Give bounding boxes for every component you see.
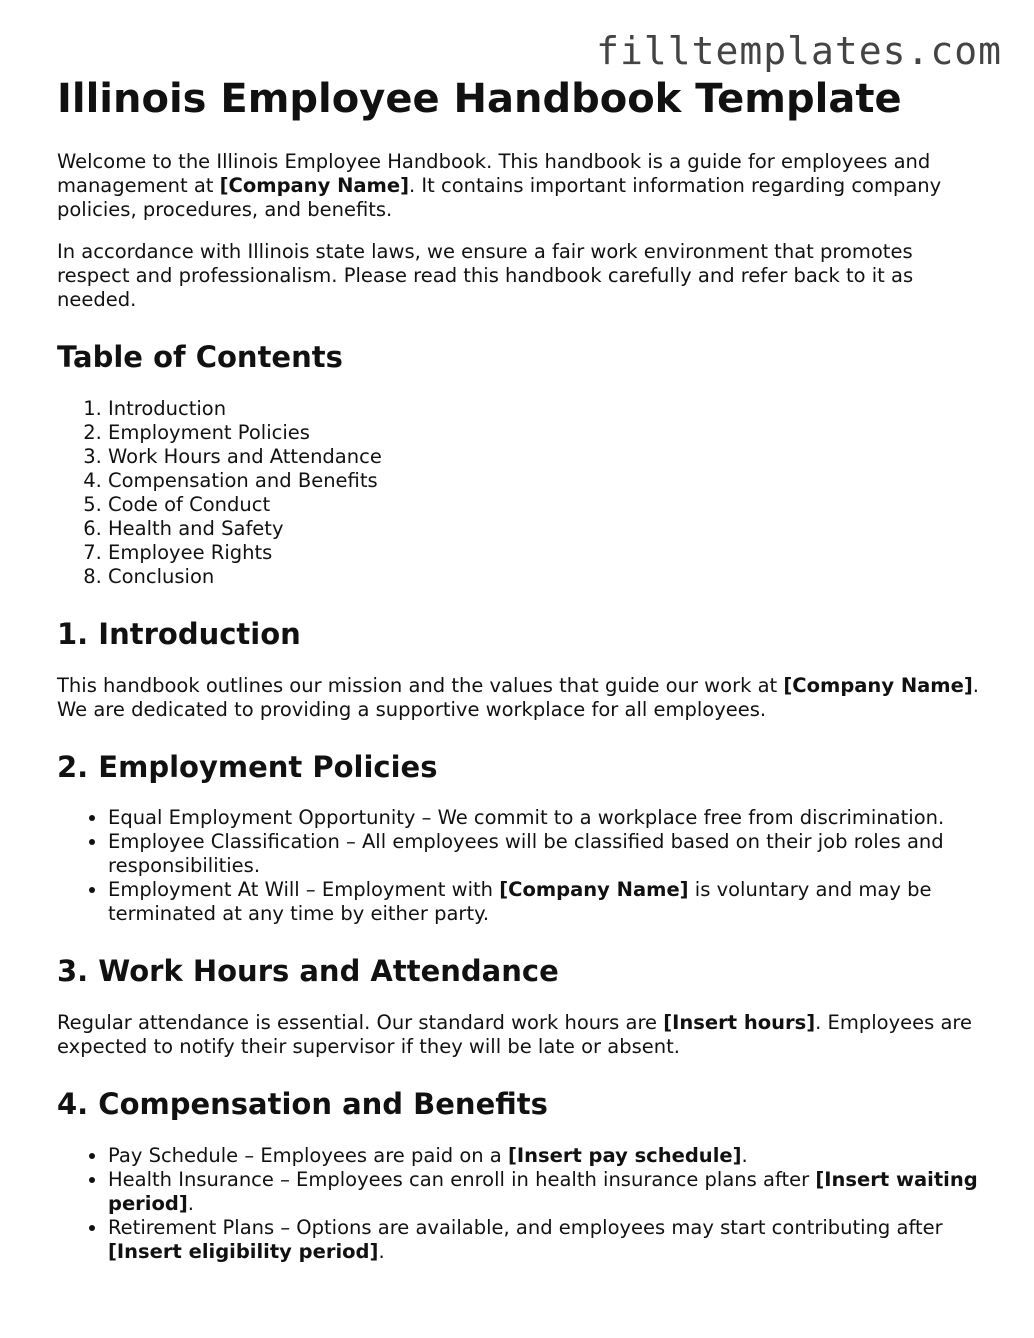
toc-item-introduction: 1. Introduction (108, 397, 987, 421)
intro-paragraph-2: In accordance with Illinois state laws, we ensure a fair work environment that promotes respect and professionalism. Please read this handbook carefully and refer back to it as needed. (57, 240, 914, 311)
company-name-placeholder: [Company Name] (499, 878, 689, 902)
waiting-period-placeholder: [Insert waiting period] (108, 1167, 978, 1215)
section-text: . We are dedicated to providing a supportive workplace for all employees. (57, 673, 979, 721)
toc-item-employment-policies: 2. Employment Policies (108, 421, 987, 445)
section-employment-policies-heading: 2. Employment Policies (57, 749, 438, 784)
list-text: Pay Schedule – Employees are paid on a (108, 1143, 508, 1167)
list-text: is voluntary and may be terminated at any time by either party. (108, 878, 932, 926)
list-text: Employment At Will – Employment with (108, 878, 500, 902)
toc-item-conclusion: 8. Conclusion (108, 565, 987, 589)
company-name-placeholder: [Company Name] (783, 673, 973, 697)
toc-item-code-of-conduct: 5. Code of Conduct (108, 493, 987, 517)
list-item: • Equal Employment Opportunity – We commit to a workplace free from discrimination. (108, 806, 987, 830)
list-text: . (187, 1191, 194, 1215)
toc-item-compensation: 4. Compensation and Benefits (108, 469, 987, 493)
intro-text: Welcome to the Illinois Employee Handbook. This handbook is a guide for employees and management at (57, 150, 931, 197)
toc-item-work-hours: 3. Work Hours and Attendance (108, 445, 987, 469)
list-text: . (378, 1239, 385, 1263)
section-compensation-heading: 4. Compensation and Benefits (57, 1087, 548, 1122)
company-name-placeholder: [Company Name] (219, 174, 409, 197)
employment-policies-list (57, 806, 987, 926)
section-work-hours-text (57, 1011, 987, 1059)
toc-item-health-safety: 6. Health and Safety (108, 517, 987, 541)
list-text: Health Insurance – Employees can enroll in health insurance plans after (108, 1167, 816, 1191)
intro-text: . It contains important information regarding company policies, procedures, and benefits. (57, 174, 942, 221)
toc-item-employee-rights: 7. Employee Rights (108, 541, 987, 565)
list-item (108, 1168, 987, 1216)
hours-placeholder: [Insert hours] (663, 1011, 816, 1035)
list-item: • Employee Classification – All employees will be classified based on their job roles and responsibilities. (108, 830, 987, 878)
eligibility-period-placeholder: [Insert eligibility period] (108, 1239, 379, 1263)
compensation-list (57, 1144, 987, 1264)
section-work-hours-heading: 3. Work Hours and Attendance (57, 954, 559, 989)
list-text: Retirement Plans – Options are available, and employees may start contributing after (108, 1215, 943, 1239)
document-title: Illinois Employee Handbook Template (57, 76, 902, 122)
section-text: Regular attendance is essential. Our standard work hours are (57, 1011, 664, 1035)
toc-list (57, 397, 987, 589)
intro-paragraph-1 (57, 150, 987, 222)
document-body (57, 76, 987, 1280)
section-text: This handbook outlines our mission and the values that guide our work at (57, 673, 784, 697)
section-introduction-text (57, 674, 987, 722)
pay-schedule-placeholder: [Insert pay schedule] (507, 1143, 742, 1167)
toc-heading: Table of Contents (57, 340, 343, 374)
list-text: . (741, 1143, 748, 1167)
section-introduction-heading: 1. Introduction (57, 616, 301, 651)
watermark: filltemplates.com (596, 29, 1002, 73)
list-item (108, 1144, 987, 1168)
list-item (108, 1216, 987, 1264)
list-item (108, 878, 987, 926)
section-text: . Employees are expected to notify their supervisor if they will be late or absent. (57, 1011, 973, 1059)
